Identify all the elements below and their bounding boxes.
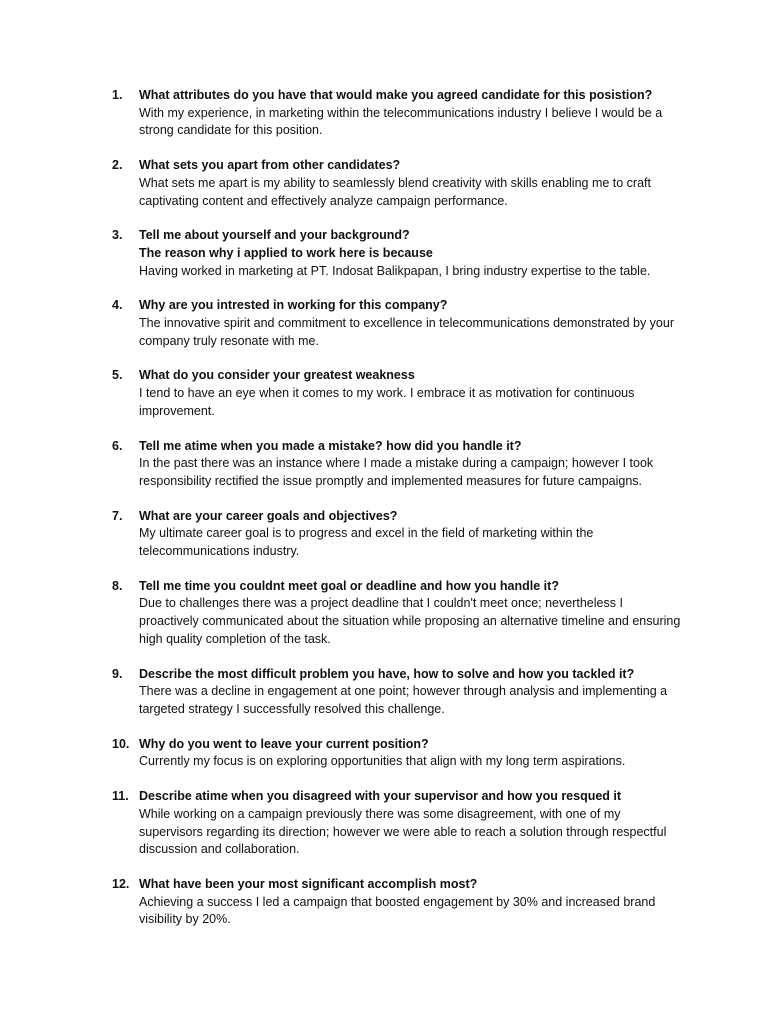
item-question: What attributes do you have that would make you agreed candidate for this posistion? [139,88,653,102]
item-number: 6. [112,438,123,453]
item-question: Describe atime when you disagreed with your supervisor and how you resqued it [139,789,622,804]
item-number: 5. [112,368,123,383]
item-body [139,788,682,859]
item-question: Tell me atime when you made a mistake? how did you handle it? [139,438,522,453]
item-question-second-line: The reason why i applied to work here is because [139,245,433,260]
item-number: 2. [112,158,123,173]
qa-item [112,227,682,280]
item-question: Tell me time you couldnt meet goal or deadline and how you handle it? [139,578,559,593]
item-number: 12. [112,876,130,891]
item-answer: My ultimate career goal is to progress and excel in the field of marketing within the telecommunications industry. [139,526,594,559]
item-answer: I tend to have an eye when it comes to my work. I embrace it as motivation for continuous improvement. [139,386,635,418]
item-question: What are your career goals and objectives? [139,508,398,523]
item-answer: Having worked in marketing at PT. Indosat Balikpapan, I bring industry expertise to the table. [139,263,651,278]
item-body [139,438,682,491]
item-body [139,367,682,420]
item-body [139,297,682,350]
item-answer: While working on a campaign previously there was some disagreement, with one of my supervisors regarding its direction; however we were able to reach a solution through respectful discussion and collaboration. [139,806,667,857]
item-question: What do you consider your greatest weakness [139,368,415,383]
item-body [139,508,682,561]
item-body [139,666,682,719]
qa-item [112,508,682,561]
qa-item [112,367,682,420]
item-body [139,227,682,280]
item-number: 10. [112,736,130,751]
item-answer: With my experience, in marketing within the telecommunications industry I believe I would be a strong candidate for this position. [139,105,663,138]
qa-item [112,736,682,771]
item-number: 4. [112,298,123,313]
qa-item [112,578,682,649]
item-number: 7. [112,508,123,523]
qa-item [112,297,682,350]
item-question: Tell me about yourself and your background? [139,228,410,243]
qa-item [112,876,682,929]
item-number: 1. [112,88,123,102]
item-number: 3. [112,228,123,243]
qa-item [112,788,682,859]
item-body [139,876,682,929]
item-number: 11. [112,789,129,804]
item-answer: What sets me apart is my ability to seamlessly blend creativity with skills enabling me to craft captivating content and effectively analyze campaign performance. [139,175,651,208]
item-answer: The innovative spirit and commitment to excellence in telecommunications demonstrated by your company truly resonate with me. [139,316,674,348]
qa-item [112,157,682,210]
item-question: Describe the most difficult problem you have, how to solve and how you tackled it? [139,666,635,681]
item-question: Why do you went to leave your current position? [139,736,429,751]
item-body [139,736,682,771]
item-question: Why are you intrested in working for this company? [139,298,448,313]
item-number: 9. [112,666,123,681]
item-body [139,578,682,649]
item-body [139,87,682,140]
qa-item [112,666,682,719]
item-question: What have been your most significant accomplish most? [139,876,478,891]
item-answer: Currently my focus is on exploring opportunities that align with my long term aspirations. [139,754,626,769]
qa-item [112,87,682,140]
item-answer: Achieving a success I led a campaign that boosted engagement by 30% and increased brand visibility by 20%. [139,894,656,927]
qa-item [112,438,682,491]
item-question: What sets you apart from other candidates? [139,158,401,173]
qa-list [112,87,682,946]
item-body [139,157,682,210]
item-answer: There was a decline in engagement at one point; however through analysis and implementing a targeted strategy I successfully resolved this challenge. [139,684,668,716]
item-answer: Due to challenges there was a project deadline that I couldn't meet once; nevertheless I proactively communicated about the situation while proposing an alternative timeline and ensuring high quality completion of the task. [139,596,681,646]
item-number: 8. [112,578,123,593]
item-answer: In the past there was an instance where I made a mistake during a campaign; however I took responsibility rectified the issue promptly and implemented measures for future campaigns. [139,456,654,488]
